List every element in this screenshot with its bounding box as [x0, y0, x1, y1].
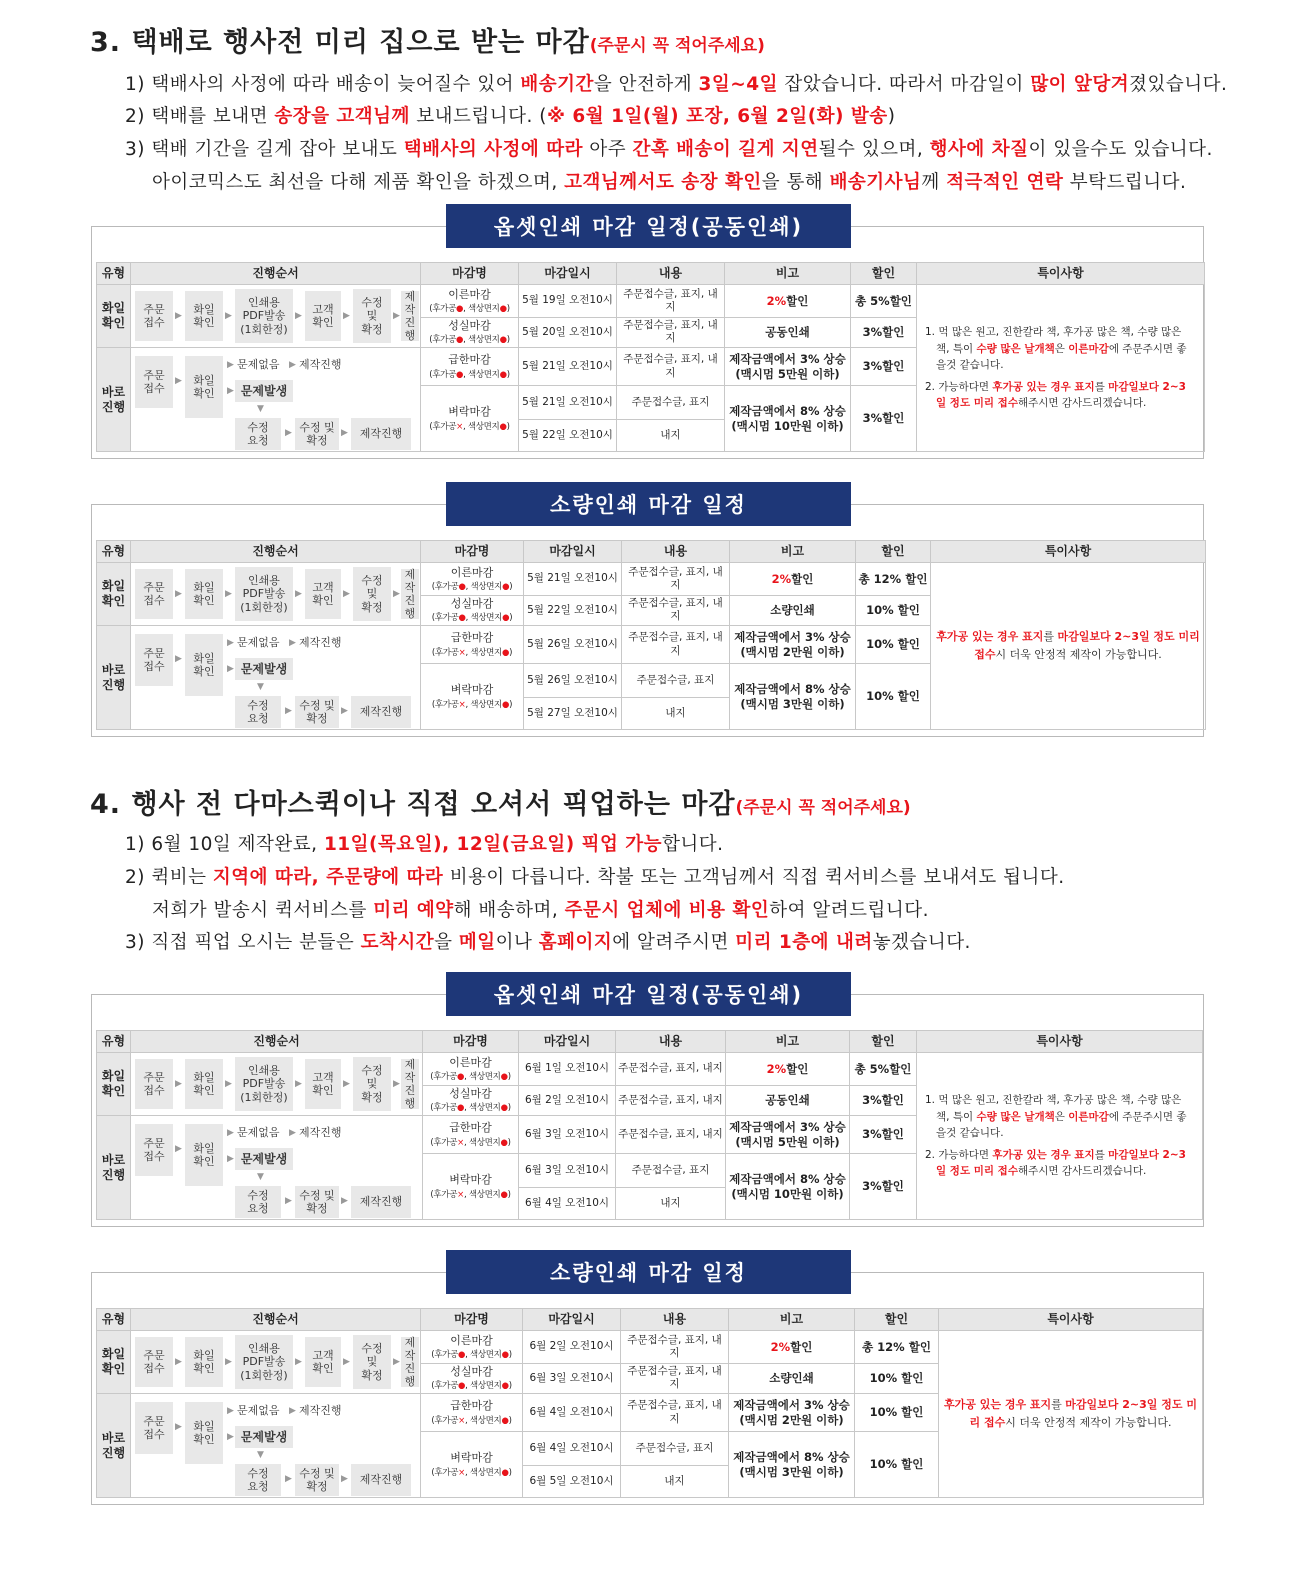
discount: 10% 할인 [855, 1394, 939, 1432]
flow-order-receive: 주문 접수 [135, 1059, 173, 1109]
flow-revise-confirm-2: 수정 및 확정 [295, 418, 339, 450]
flow-arrow-icon: ▶ [289, 1128, 296, 1138]
flow-order-receive: 주문 접수 [135, 1402, 173, 1454]
column-header: 유형 [97, 263, 131, 285]
flow-arrow-icon: ▶ [175, 654, 182, 664]
deadline-name: 급한마감 (후가공×, 색상면지●) [431, 1399, 512, 1426]
flow-file-check: 화일 확인 [185, 291, 223, 341]
flow-produce-3: 제작진행 [351, 418, 411, 450]
discount: 3%할인 [850, 1154, 917, 1220]
deadline-date: 5월 21일 오전10시 [519, 348, 617, 386]
flow-revise-confirm-2: 수정 및 확정 [295, 1186, 339, 1218]
flow-produce-3: 제작진행 [351, 696, 411, 728]
type-direct: 바로 진행 [97, 1116, 131, 1220]
s3-line-4: 아이코믹스도 최선을 다해 제품 확인을 하겠으며, 고객님께서도 송장 확인을 통해 배송기사님께 적극적인 연락 부탁드립니다. [152, 172, 1187, 193]
deadline-content: 내지 [622, 698, 730, 730]
deadline-date: 5월 22일 오전10시 [519, 420, 617, 452]
flow-pdf-send: 인쇄용 PDF발송 (1회한정) [235, 567, 293, 621]
discount: 10% 할인 [856, 626, 931, 664]
deadline-date: 6월 3일 오전10시 [519, 1154, 616, 1188]
flow-problem: 문제발생 [235, 380, 293, 402]
schedule-banner: 소량인쇄 마감 일정 [446, 1250, 851, 1294]
discount: 총 5%할인 [850, 1053, 917, 1086]
deadline-content: 주문접수글, 표지, 내지 [622, 595, 730, 625]
column-header: 특이사항 [917, 1031, 1203, 1053]
column-header: 진행순서 [131, 1309, 421, 1331]
column-header: 할인 [856, 541, 931, 563]
flow-arrow-icon: ▶ [393, 311, 400, 321]
flow-produce-3: 제작진행 [351, 1186, 411, 1218]
flow-produce-3: 제작진행 [351, 1464, 411, 1496]
flow-arrow-icon: ▶ [285, 428, 292, 438]
column-header: 내용 [616, 1031, 726, 1053]
flow-arrow-icon: ▶ [227, 1432, 234, 1442]
deadline-content: 주문접수글, 표지, 내지 [616, 1085, 726, 1115]
column-header: 할인 [851, 263, 917, 285]
deadline-name: 벼락마감 (후가공×, 색상면지●) [431, 683, 513, 710]
deadline-date: 5월 26일 오전10시 [524, 664, 622, 698]
deadline-date: 6월 3일 오전10시 [519, 1116, 616, 1154]
column-header: 비고 [730, 541, 856, 563]
flow-arrow-icon: ▶ [289, 638, 296, 648]
deadline-content: 주문접수글, 표지, 내지 [622, 626, 730, 664]
remark: 공동인쇄 [726, 1085, 850, 1115]
remark: 제작금액에서 3% 상승 (맥시멈 5만원 이하) [726, 1116, 850, 1154]
deadline-date: 6월 4일 오전10시 [519, 1188, 616, 1220]
flow-arrow-icon: ▶ [393, 1357, 400, 1367]
column-header: 진행순서 [131, 263, 421, 285]
remark: 제작금액에서 8% 상승 (맥시멈 3만원 이하) [730, 664, 856, 730]
column-header: 유형 [97, 1031, 131, 1053]
column-header: 마감일시 [519, 1031, 616, 1053]
flow-arrow-icon: ▶ [343, 589, 350, 599]
flow-file-check: 화일 확인 [185, 1402, 223, 1464]
flow-file-check: 화일 확인 [185, 569, 223, 619]
deadline-content: 주문접수글, 표지, 내지 [617, 317, 725, 347]
deadline-content: 주문접수글, 표지 [622, 664, 730, 698]
flow-arrow-icon: ▶ [175, 311, 182, 321]
flow-produce-2: 제작진행 [299, 1404, 342, 1417]
flow-produce-2: 제작진행 [299, 1126, 342, 1139]
discount: 3%할인 [851, 317, 917, 347]
flow-down-arrow-icon: ▼ [257, 682, 264, 692]
column-header: 특이사항 [917, 263, 1205, 285]
schedule-banner: 옵셋인쇄 마감 일정(공동인쇄) [446, 972, 851, 1016]
column-header: 마감명 [421, 1309, 523, 1331]
flow-file-check: 화일 확인 [185, 634, 223, 696]
remark: 2%할인 [725, 285, 851, 318]
flow-produce-2: 제작진행 [299, 358, 342, 371]
flow-arrow-icon: ▶ [295, 311, 302, 321]
deadline-content: 내지 [621, 1466, 729, 1498]
type-direct: 바로 진행 [97, 348, 131, 452]
column-header: 마감일시 [523, 1309, 621, 1331]
deadline-date: 6월 3일 오전10시 [523, 1363, 621, 1393]
deadline-date: 5월 27일 오전10시 [524, 698, 622, 730]
flow-arrow-icon: ▶ [393, 1079, 400, 1089]
column-header: 특이사항 [939, 1309, 1203, 1331]
flow-file-check-process [131, 285, 421, 348]
deadline-content: 주문접수글, 표지, 내지 [621, 1331, 729, 1364]
flow-problem: 문제발생 [235, 658, 293, 680]
schedule-table [96, 540, 1206, 730]
flow-revise-confirm-2: 수정 및 확정 [295, 1464, 339, 1496]
deadline-name: 성실마감 (후가공●, 색상면지●) [430, 1087, 511, 1114]
flow-arrow-icon: ▶ [175, 1079, 182, 1089]
column-header: 진행순서 [131, 1031, 423, 1053]
deadline-name: 이른마감 (후가공●, 색상면지●) [430, 1055, 511, 1082]
deadline-date: 5월 20일 오전10시 [519, 317, 617, 347]
column-header: 할인 [850, 1031, 917, 1053]
flow-produce-2: 제작진행 [299, 636, 342, 649]
flow-problem: 문제발생 [235, 1426, 293, 1448]
flow-order-receive: 주문 접수 [135, 1124, 173, 1176]
special-notes: 후가공 있는 경우 표지를 마감일보다 2~3일 정도 미리 접수시 더욱 안정적 제작이 가능합니다. [944, 1398, 1197, 1429]
section-title-text: 택배로 행사전 미리 집으로 받는 마감 [131, 27, 590, 58]
flow-revise-confirm: 수정 및 확정 [353, 1057, 391, 1111]
special-notes: 1. 먹 많은 원고, 진한칼라 책, 후가공 많은 책, 수량 많은 책, 특이 수량 많은 날개책은 이른마감에 주문주시면 좋을것 같습니다. 2. 가능하다면 후가공 있는 경우 표지를 마감일보다 2~3일 정도 미리 접수해주시면 감사드리겠습니다. [925, 1094, 1187, 1178]
flow-customer-check: 고객 확인 [305, 1059, 341, 1109]
flow-arrow-icon: ▶ [175, 1422, 182, 1432]
flow-revise-confirm: 수정 및 확정 [353, 1335, 391, 1389]
flow-arrow-icon: ▶ [175, 376, 182, 386]
remark: 제작금액에서 8% 상승 (맥시멈 10만원 이하) [725, 386, 851, 452]
deadline-name: 이른마감 (후가공●, 색상면지●) [431, 565, 513, 592]
flow-order-receive: 주문 접수 [135, 291, 173, 341]
flow-revise-confirm: 수정 및 확정 [353, 567, 391, 621]
column-header: 유형 [97, 1309, 131, 1331]
special-notes: 1. 먹 많은 원고, 진한칼라 책, 후가공 많은 책, 수량 많은 책, 특이 수량 많은 날개책은 이른마감에 주문주시면 좋을것 같습니다. 2. 가능하다면 후가공 있는 경우 표지를 마감일보다 2~3일 정도 미리 접수해주시면 감사드리겠습니다. [925, 326, 1187, 410]
deadline-content: 주문접수글, 표지, 내지 [621, 1394, 729, 1432]
column-header: 마감명 [421, 541, 524, 563]
schedule-table [96, 262, 1205, 452]
deadline-date: 6월 1일 오전10시 [519, 1053, 616, 1086]
flow-arrow-icon: ▶ [225, 1357, 232, 1367]
remark: 2%할인 [729, 1331, 855, 1364]
deadline-date: 5월 26일 오전10시 [524, 626, 622, 664]
flow-arrow-icon: ▶ [227, 1406, 234, 1416]
type-file-check: 화일 확인 [97, 1331, 131, 1394]
deadline-name: 이른마감 (후가공●, 색상면지●) [429, 287, 510, 314]
flow-arrow-icon: ▶ [227, 638, 234, 648]
flow-file-check: 화일 확인 [185, 356, 223, 418]
flow-file-check-process [131, 563, 421, 626]
column-header: 진행순서 [131, 541, 421, 563]
deadline-date: 5월 21일 오전10시 [519, 386, 617, 420]
flow-customer-check: 고객 확인 [305, 291, 341, 341]
flow-order-receive: 주문 접수 [135, 569, 173, 619]
flow-arrow-icon: ▶ [285, 1474, 292, 1484]
column-header: 내용 [617, 263, 725, 285]
flow-pdf-send: 인쇄용 PDF발송 (1회한정) [235, 1057, 293, 1111]
s3-line-1: 1) 택배사의 사정에 따라 배송이 늦어질수 있어 배송기간을 안전하게 3일~4일 잡았습니다. 따라서 마감일이 많이 앞당겨졌있습니다. [125, 74, 1228, 95]
deadline-name: 이른마감 (후가공●, 색상면지●) [431, 1333, 512, 1360]
column-header: 내용 [621, 1309, 729, 1331]
deadline-content: 주문접수글, 표지, 내지 [617, 348, 725, 386]
flow-order-receive: 주문 접수 [135, 634, 173, 686]
s4-line-1: 1) 6월 10일 제작완료, 11일(목요일), 12일(금요일) 픽업 가능합니다. [125, 834, 724, 855]
deadline-name: 급한마감 (후가공×, 색상면지●) [430, 1121, 511, 1148]
deadline-name: 벼락마감 (후가공×, 색상면지●) [429, 405, 510, 432]
flow-arrow-icon: ▶ [343, 311, 350, 321]
flow-down-arrow-icon: ▼ [257, 1450, 264, 1460]
section-number: 4. [90, 789, 122, 820]
deadline-content: 주문접수글, 표지 [616, 1154, 726, 1188]
column-header: 할인 [855, 1309, 939, 1331]
column-header: 유형 [97, 541, 131, 563]
flow-arrow-icon: ▶ [227, 360, 234, 370]
column-header: 마감명 [421, 263, 519, 285]
deadline-name: 벼락마감 (후가공×, 색상면지●) [430, 1173, 511, 1200]
flow-arrow-icon: ▶ [285, 1196, 292, 1206]
flow-produce: 제작 진행 [401, 569, 419, 619]
flow-file-check: 화일 확인 [185, 1059, 223, 1109]
flow-arrow-icon: ▶ [289, 1406, 296, 1416]
type-file-check: 화일 확인 [97, 285, 131, 348]
s3-line-2: 2) 택배를 보내면 송장을 고객님께 보내드립니다. (※ 6월 1일(월) 포장, 6월 2일(화) 발송) [125, 106, 896, 127]
s4-line-3: 저희가 발송시 퀵서비스를 미리 예약해 배송하며, 주문시 업체에 비용 확인하여 알려드립니다. [152, 900, 929, 921]
flow-arrow-icon: ▶ [393, 589, 400, 599]
flow-problem: 문제발생 [235, 1148, 293, 1170]
deadline-date: 5월 22일 오전10시 [524, 595, 622, 625]
schedule-banner: 소량인쇄 마감 일정 [446, 482, 851, 526]
deadline-content: 주문접수글, 표지, 내지 [616, 1053, 726, 1086]
remark: 제작금액에서 8% 상승 (맥시멈 3만원 이하) [729, 1432, 855, 1498]
flow-no-problem: 문제없음 [237, 636, 280, 649]
discount: 3%할인 [851, 386, 917, 452]
remark: 제작금액에서 3% 상승 (맥시멈 2만원 이하) [730, 626, 856, 664]
remark: 제작금액에서 8% 상승 (맥시멈 10만원 이하) [726, 1154, 850, 1220]
discount: 10% 할인 [855, 1363, 939, 1393]
flow-arrow-icon: ▶ [289, 360, 296, 370]
flow-no-problem: 문제없음 [237, 358, 280, 371]
deadline-name: 급한마감 (후가공×, 색상면지●) [431, 631, 513, 658]
flow-order-receive: 주문 접수 [135, 356, 173, 408]
discount: 10% 할인 [856, 664, 931, 730]
flow-arrow-icon: ▶ [225, 311, 232, 321]
flow-file-check: 화일 확인 [185, 1337, 223, 1387]
section-note: (주문시 꼭 적어주세요) [589, 36, 765, 56]
section-4-title [90, 782, 911, 821]
deadline-name: 급한마감 (후가공●, 색상면지●) [429, 353, 510, 380]
deadline-date: 6월 2일 오전10시 [519, 1085, 616, 1115]
flow-produce: 제작 진행 [401, 1337, 419, 1387]
s4-line-2: 2) 퀵비는 지역에 따라, 주문량에 따라 비용이 다릅니다. 착불 또는 고객님께서 직접 퀵서비스를 보내셔도 됩니다. [125, 867, 1065, 888]
flow-arrow-icon: ▶ [341, 706, 348, 716]
flow-arrow-icon: ▶ [295, 589, 302, 599]
deadline-date: 6월 4일 오전10시 [523, 1394, 621, 1432]
column-header: 마감명 [423, 1031, 519, 1053]
deadline-content: 주문접수글, 표지 [621, 1432, 729, 1466]
discount: 3%할인 [851, 348, 917, 386]
deadline-date: 6월 2일 오전10시 [523, 1331, 621, 1364]
column-header: 비고 [729, 1309, 855, 1331]
flow-order-receive: 주문 접수 [135, 1337, 173, 1387]
flow-direct-process [131, 1394, 421, 1498]
column-header: 내용 [622, 541, 730, 563]
flow-no-problem: 문제없음 [237, 1126, 280, 1139]
remark: 2%할인 [730, 563, 856, 596]
remark: 제작금액에서 3% 상승 (맥시멈 5만원 이하) [725, 348, 851, 386]
flow-arrow-icon: ▶ [227, 1154, 234, 1164]
discount: 3%할인 [850, 1116, 917, 1154]
flow-arrow-icon: ▶ [175, 1144, 182, 1154]
flow-arrow-icon: ▶ [225, 1079, 232, 1089]
flow-arrow-icon: ▶ [343, 1357, 350, 1367]
deadline-date: 6월 4일 오전10시 [523, 1432, 621, 1466]
flow-arrow-icon: ▶ [227, 664, 234, 674]
special-cell [917, 285, 1205, 452]
schedule-table [96, 1030, 1203, 1220]
flow-file-check-process [131, 1053, 423, 1116]
type-direct: 바로 진행 [97, 626, 131, 730]
remark: 공동인쇄 [725, 317, 851, 347]
flow-produce: 제작 진행 [401, 1059, 419, 1109]
deadline-date: 5월 21일 오전10시 [524, 563, 622, 596]
flow-revise-request: 수정 요청 [235, 696, 281, 728]
flow-revise-confirm: 수정 및 확정 [353, 289, 391, 343]
section-number: 3. [90, 27, 122, 58]
section-title-text: 행사 전 다마스퀵이나 직접 오셔서 픽업하는 마감 [131, 789, 736, 820]
flow-arrow-icon: ▶ [295, 1079, 302, 1089]
discount: 총 5%할인 [851, 285, 917, 318]
deadline-date: 6월 5일 오전10시 [523, 1466, 621, 1498]
deadline-name: 성실마감 (후가공●, 색상면지●) [431, 597, 513, 624]
special-cell [939, 1331, 1203, 1498]
flow-file-check: 화일 확인 [185, 1124, 223, 1186]
remark: 소량인쇄 [729, 1363, 855, 1393]
schedule-banner: 옵셋인쇄 마감 일정(공동인쇄) [446, 204, 851, 248]
flow-arrow-icon: ▶ [175, 589, 182, 599]
flow-arrow-icon: ▶ [225, 589, 232, 599]
discount: 10% 할인 [856, 595, 931, 625]
flow-produce: 제작 진행 [401, 291, 419, 341]
flow-customer-check: 고객 확인 [305, 569, 341, 619]
discount: 총 12% 할인 [855, 1331, 939, 1364]
deadline-content: 주문접수글, 표지, 내지 [617, 285, 725, 318]
flow-arrow-icon: ▶ [295, 1357, 302, 1367]
deadline-content: 내지 [617, 420, 725, 452]
flow-revise-request: 수정 요청 [235, 418, 281, 450]
remark: 2%할인 [726, 1053, 850, 1086]
remark: 소량인쇄 [730, 595, 856, 625]
deadline-date: 5월 19일 오전10시 [519, 285, 617, 318]
flow-customer-check: 고객 확인 [305, 1337, 341, 1387]
flow-revise-request: 수정 요청 [235, 1464, 281, 1496]
special-cell [931, 563, 1206, 730]
flow-arrow-icon: ▶ [343, 1079, 350, 1089]
flow-file-check-process [131, 1331, 421, 1394]
flow-revise-confirm-2: 수정 및 확정 [295, 696, 339, 728]
section-3-title [90, 20, 765, 59]
flow-direct-process [131, 348, 421, 452]
flow-direct-process [131, 626, 421, 730]
flow-down-arrow-icon: ▼ [257, 1172, 264, 1182]
special-notes: 후가공 있는 경우 표지를 마감일보다 2~3일 정도 미리 접수시 더욱 안정적 제작이 가능합니다. [936, 630, 1200, 661]
deadline-content: 내지 [616, 1188, 726, 1220]
deadline-name: 성실마감 (후가공●, 색상면지●) [431, 1365, 512, 1392]
flow-arrow-icon: ▶ [285, 706, 292, 716]
column-header: 비고 [726, 1031, 850, 1053]
s3-line-3: 3) 택배 기간을 길게 잡아 보내도 택배사의 사정에 따라 아주 간혹 배송이 길게 지연될수 있으며, 행사에 차질이 있을수도 있습니다. [125, 139, 1213, 160]
flow-arrow-icon: ▶ [175, 1357, 182, 1367]
flow-arrow-icon: ▶ [341, 428, 348, 438]
flow-pdf-send: 인쇄용 PDF발송 (1회한정) [235, 1335, 293, 1389]
column-header: 특이사항 [931, 541, 1206, 563]
flow-revise-request: 수정 요청 [235, 1186, 281, 1218]
flow-pdf-send: 인쇄용 PDF발송 (1회한정) [235, 289, 293, 343]
column-header: 마감일시 [519, 263, 617, 285]
column-header: 비고 [725, 263, 851, 285]
deadline-name: 성실마감 (후가공●, 색상면지●) [429, 319, 510, 346]
discount: 3%할인 [850, 1085, 917, 1115]
flow-arrow-icon: ▶ [341, 1474, 348, 1484]
flow-down-arrow-icon: ▼ [257, 404, 264, 414]
type-direct: 바로 진행 [97, 1394, 131, 1498]
deadline-content: 주문접수글, 표지, 내지 [616, 1116, 726, 1154]
flow-direct-process [131, 1116, 423, 1220]
deadline-content: 주문접수글, 표지, 내지 [621, 1363, 729, 1393]
column-header: 마감일시 [524, 541, 622, 563]
remark: 제작금액에서 3% 상승 (맥시멈 2만원 이하) [729, 1394, 855, 1432]
s4-line-4: 3) 직접 픽업 오시는 분들은 도착시간을 메일이나 홈페이지에 알려주시면 미리 1층에 내려놓겠습니다. [125, 932, 971, 953]
flow-arrow-icon: ▶ [227, 1128, 234, 1138]
flow-arrow-icon: ▶ [341, 1196, 348, 1206]
type-file-check: 화일 확인 [97, 563, 131, 626]
section-note: (주문시 꼭 적어주세요) [735, 798, 911, 818]
special-cell [917, 1053, 1203, 1220]
flow-arrow-icon: ▶ [227, 386, 234, 396]
deadline-content: 주문접수글, 표지, 내지 [622, 563, 730, 596]
type-file-check: 화일 확인 [97, 1053, 131, 1116]
flow-no-problem: 문제없음 [237, 1404, 280, 1417]
discount: 총 12% 할인 [856, 563, 931, 596]
deadline-content: 주문접수글, 표지 [617, 386, 725, 420]
discount: 10% 할인 [855, 1432, 939, 1498]
deadline-name: 벼락마감 (후가공×, 색상면지●) [431, 1451, 512, 1478]
schedule-table [96, 1308, 1203, 1498]
